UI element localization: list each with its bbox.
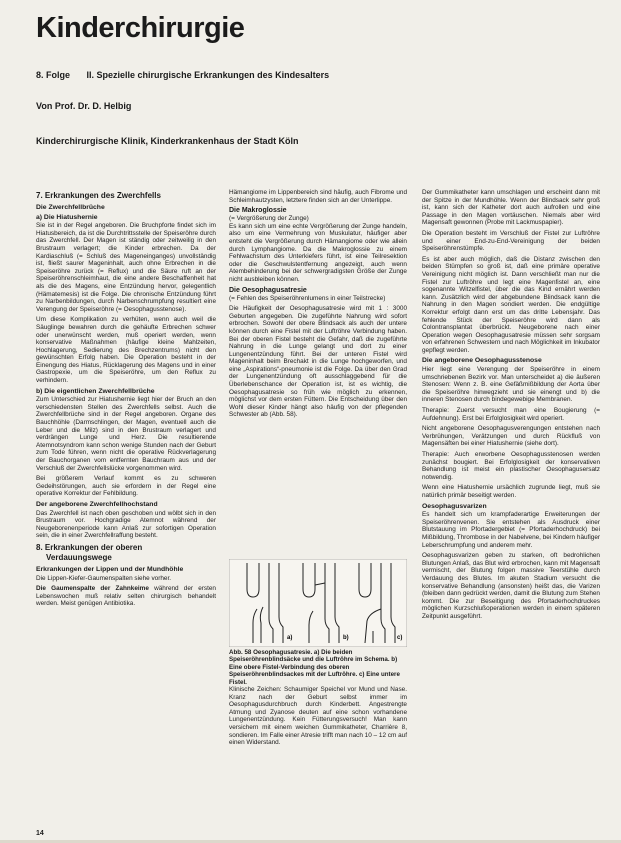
makroglossie-subheading: (= Vergrößerung der Zunge) (229, 215, 309, 223)
section-8-heading-line-1: 8. Erkrankungen der oberen (36, 542, 143, 552)
series-number: 8. Folge (36, 70, 71, 80)
column-3 (422, 189, 600, 623)
oesophagusstenose-paragraph: Hier liegt eine Verengung der Speiseröhre in einem umschriebenen Bezirk vor. Man unterscheidet a) die äußeren Stenosen: Wenn z. B. eine Gefäßmißbildung der Aorta über die Speiseröhre hinwegzieht und sie einengt und b) die inneren Stenosen durch bindegewebige Membranen. (422, 366, 600, 404)
zwerchfellbrueche-b-heading: b) Die eigentlichen Zwerchfellbrüche (36, 387, 155, 395)
series-title: II. Spezielle chirurgische Erkrankungen des Kindesalters (86, 70, 330, 80)
gaumen-heading: Die Gaumenspalte der Zahnkeime (36, 585, 149, 593)
zwerchfellbrueche-paragraph-1: Zum Unterschied zur Hiatushernie liegt hier der Bruch an den verschiedensten Stellen des Zwerchfells selbst. Auch die Zwerchfellbrüche sind in der Regel angeboren. Organe des Bauchhöhle (Darmschlingen, der Magen, eventuell auch die Leber und die Milz) sind in den Brustraum verlagert und verdrängen Lunge und Herz. Die resultierende Atemnotsyndrom kann schon wenige Stunden nach der Geburt zum Tode führen, wenn nicht die operative Rückverlagerung der Bauchorganen vom entfernten Bauchraum aus und der Verschluß der Zwerchfellslücke vorgenommen wird. (36, 396, 216, 472)
page-number: 14 (36, 830, 44, 837)
zwerchfellhochstand-heading: Der angeborene Zwerchfellhochstand (36, 500, 158, 508)
klinische-zeichen-paragraph: Klinische Zeichen: Schaumiger Speichel vor Mund und Nase. Kranz nach der Geburt selbst immer im Oesophagusdurchbruch durch Kinderbett. Angestrengte Atmung und Zyanose deuten auf eine schon vorhandene Lungenentzündung. Kein Fütterungsversuch! Man kann versichern mit einem weichen Gummikatheter, Charrière 8, sondieren. Im Falle einer Atresie trifft man nach 10 – 12 cm auf einen Widerstand. (229, 686, 407, 747)
zwerchfellbrueche-paragraph-2: Bei größerem Verlauf kommt es zu schweren Gedeihstörungen, auch sie erfordern in der Regel eine operative Korrektur der Fehlbildung. (36, 475, 216, 498)
varizen-paragraph-2: Oesophagusvarizen geben zu starken, oft bedrohlichen Blutungen Anlaß, das Blut wird erbrochen, kann mit Magensaft vermischt, der Blutung folgen massive Teerstühle durch Verdauung des Blutes. Im akuten Stadium versucht die konservative Behandlung (ansonsten) heißt das, die Varizen (bleiben dann gedrückt werden, damit die Blutung zum Stehen kommt. Die zur Beseitigung des Pfortaderhochdruckes möglichen Kurzschlußoperationen werden in einem späteren Zeitpunkt ausgeführt. (422, 552, 600, 620)
hiatushernie-heading: a) Die Hiatushernie (36, 213, 98, 221)
figure-frame (229, 559, 407, 647)
zwerchfellhochstand-paragraph: Das Zwerchfell ist nach oben geschoben und wölbt sich in den Brustraum vor. Hochgradige Atemnot während der Neugeborenenperiode kann Anlaß zur sofortigen Operation sein, die in einer Zwerchfellraffung besteht. (36, 509, 216, 540)
hiatushernie-paragraph-1: Sie ist in der Regel angeboren. Die Bruchpforte findet sich im Hiatusbereich, da ist die Durchtrittsstelle der Speiseröhre durch das Zwerchfell. Der Magen ist ständig oder zeitweilig in den Brustraum verlagert; die Kinder erbrechen. Da der Kardiaschluß (= Schluß des Mageneinganges) unvollständig ist, fließt saurer Mageninhalt, auch ohne Erbrechen in die Speiseröhre zurück (= Reflux) und die Säure ruft an der Speiseröhrenschleimhaut, die eine andere Beschaffenheit hat als die des Magens, eine Entzündung hervor, gelegentlich (Hämatemesis) ist die Folge. Die chronische Entzündung führt zu Narbenbildungen, durch Narbenschrumpfung resultiert eine Verengung der Speiseröhre (= Oesophagusstenose). (36, 222, 216, 313)
lippen-heading: Erkrankungen der Lippen und der Mundhöhle (36, 565, 184, 573)
section-7-heading: 7. Erkrankungen des Zwerchfells (36, 191, 161, 200)
figure-label-c: c) (397, 635, 403, 641)
oesophagusstenose-heading: Die angeborene Oesophagusstenose (422, 357, 542, 365)
hiatushernie-paragraph-2: Um diese Komplikation zu verhüten, wenn auch weil die Säuglinge bewahren durch die gehäufte Erbrechen schwer oder unerwünscht werden, muß operiert werden, wenn konservative Maßnahmen (häufige kleine Mahlzeiten, Hochlagerung, Sedierung des Brechzentrums) nicht den gewünschten Erfolg haben. Die Operation besteht in der Einengung des Hiatus, Rücklagerung des Magens und in einer Gastropexie, um die Speiseröhre, um den Reflux zu verhindern. (36, 316, 216, 385)
lippen-paragraph: Die Lippen-Kiefer-Gaumenspalten siehe vorher. (36, 574, 171, 582)
figure-label-a: a) (287, 635, 293, 641)
varizen-paragraph-1: Es handelt sich um krampfaderartige Erweiterungen der Speiseröhrenvenen. Sie entstehen als Ausdruck einer Blutstauung im Pfortadergebiet (= Pfortaderhochdruck) bei Mißbildung, Thrombose in der Nabelvene, bei Kindern häufiger Leberschrumpfung und anderem mehr. (422, 511, 600, 549)
column-1 (36, 189, 216, 611)
figure-label-b: b) (343, 635, 349, 641)
operation-paragraph: Die Operation besteht im Verschluß der Fistel zur Luftröhre und einer End-zu-End-Vereinigung der beiden Speiseröhrenstümpfe. (422, 229, 600, 253)
atresie-intro: (= Fehlen des Speiseröhrenlumens in einer Teilstrecke) (229, 294, 386, 302)
oesophagusatresie-figure (229, 559, 407, 647)
figure-caption: Abb. 58 Oesophagusatresie. a) Die beiden Speiseröhrenblindsäcke und die Luftröhre im Schema. b) Eine obere Fistel-Verbindung des oberen Speiseröhrenblindsackes mit der Luftröhre. c) Eine untere Fistel. (229, 649, 400, 686)
author-line: Von Prof. Dr. D. Helbig (36, 101, 132, 111)
therapie-2-paragraph: Therapie: Auch erworbene Oesophagusstenosen werden zunächst bougiert. Bei Erfolglosigkeit der konservativen Behandlung ist meist ein plastischer Oesophagusersatz notwendig. (422, 451, 600, 481)
atresie-paragraph: Die Häufigkeit der Oesophagusatresie wird mit 1 : 3000 Geburten angegeben. Die zugeführte Nahrung wird sofort erbrochen. Sowohl der obere Blindsack als auch der untere können durch eine Fistel mit der Luftröhre Verbindung haben. Bei der oberen Fistel besteht die Gefahr, daß die zugeführte Nahrung in die Lunge gelangt und dort zu einer Lungenentzündung führt. Bei der unteren Fistel wird Mageninhalt beim Brechakt in die Lunge hochgeworfen, und eine „Aspirations“-pneumonie ist die Folge. Da über den Grad der Lungenentzündung oft ausschlaggebend für die Überlebenschance der Operation ist, ist es wichtig, die Oesophagusatresie so früh wie möglich zu erkennen, möglichst vor dem ersten Füttern. Die Entscheidung über den Wohl dieser Kinder hängt also häufig von der pflegenden Schwester ab (Abb. 58). (229, 305, 407, 419)
therapie-1-paragraph: Therapie: Zuerst versucht man eine Bougierung (= Aufdehnung). Erst bei Erfolglosigkeit wird operiert. (422, 407, 600, 422)
article-title: Kinderchirurgie (36, 12, 245, 44)
hiatushernie-note-paragraph: Wenn eine Hiatushernie ursächlich zugrunde liegt, muß sie natürlich primär beseitigt werden. (422, 484, 600, 499)
haemangiome-paragraph: Hämangiome im Lippenbereich sind häufig, auch Fibrome und Schleimhautzysten, letztere finden sich an der Unterlippe. (229, 189, 407, 204)
gaumen-paragraph (36, 585, 216, 608)
makroglossie-paragraph: Es kann sich um eine echte Vergrößerung der Zunge handeln, also um eine Vermehrung von Muskulatur, häufiger aber entsteht die Vergrößerung durch Hämangiome oder wie allein durch Lymphangiome. Da die Makroglossie zu einem Fehlwachstum des Unterkiefers führt, ist eine Teilresektion oder die Geschwulstentfernung angezeigt, auch wenn Atembehinderung bei der schwergradigsten Größe der Zunge nicht ausbleiben können. (229, 222, 407, 283)
gaumen-text: während der ersten Lebenswochen muß relativ selten chirurgisch behandelt werden. Meist genügen Antibiotika. (36, 585, 216, 608)
verengung-paragraph: Nicht angeborene Oesophagusverengungen entstehen nach Verbrühungen, Verätzungen und durch Rückfluß von Magensäften bei einer Hiatushernie (siehe dort). (422, 425, 600, 448)
section-8-heading-line-2: Verdauungswege (46, 552, 112, 562)
varizen-heading: Oesophagusvarizen (422, 502, 487, 510)
column-2-bottom (229, 686, 407, 747)
katheter-paragraph: Der Gummikatheter kann umschlagen und erscheint dann mit der Spitze in der Mundhöhle. Wenn der Blindsack sehr groß ist, kann sich der Katheter dort auch aufrollen und eine Passage in den Magen vortäuschen. Niemals aber wird Magensaft gewonnen (Probe mit Lackmuspapier). (422, 189, 600, 227)
zwerchfellbrueche-heading: Die Zwerchfellbrüche (36, 204, 105, 211)
institution-line: Kinderchirurgische Klinik, Kinderkrankenhaus der Stadt Köln (36, 136, 299, 146)
column-2 (229, 189, 407, 422)
makroglossie-heading: Die Makroglossie (229, 207, 287, 215)
atresie-heading: Die Oesophagusatresie (229, 286, 307, 294)
distanz-paragraph: Es ist aber auch möglich, daß die Distanz zwischen den beiden Stümpfen so groß ist, daß eine primäre operative Vereinigung nicht möglich ist. Dann verschließt man nur die Fistel zur Luftröhre und legt eine Magenfistel an, eine sogenannte Witzelfistel, über die das Kind ernährt werden kann. Zusätzlich wird der abgebundene Blindsack kann die Nahrung in den Magen sondiert werden. Die endgültige Korrektur erfolgt dann erst um das dritte Lebensjahr. Das fehlende Stück der Speiseröhre wird dann als Colontransplantat überbrückt. Neugeborene nach einer Operation wegen Oesophagusatresie müssen sehr sorgsam von erfahrenen Schwestern und nach Möglichkeit im Inkubator gepflegt werden. (422, 255, 600, 354)
series-line (36, 70, 329, 80)
